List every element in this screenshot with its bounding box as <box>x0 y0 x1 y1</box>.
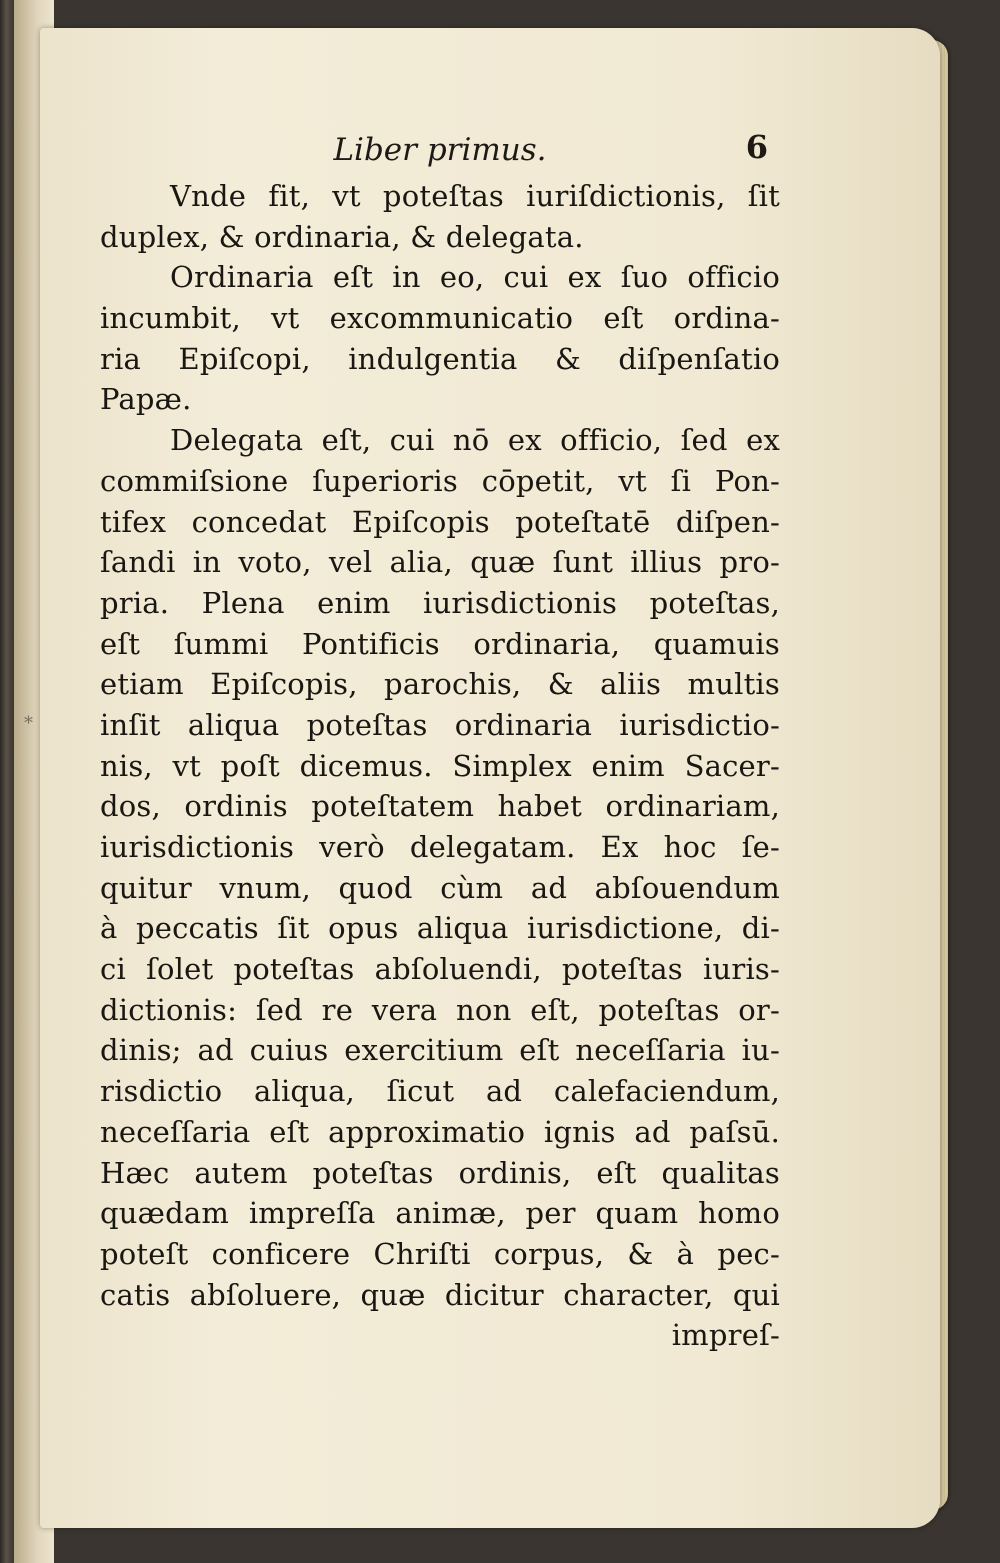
book-binding <box>0 0 14 1563</box>
text-line: iurisdictionis verò delegatam. Ex hoc ſe- <box>100 830 780 864</box>
text-line: Delegata eſt, cui nō ex officio, ſed ex <box>170 423 780 458</box>
text-line: ria Epiſcopi, indulgentia & diſpenſatio <box>100 341 780 376</box>
text-line: commiſsione ſuperioris cōpetit, vt ſi Pon- <box>100 463 780 498</box>
text-line: quædam impreſſa animæ, per quam homo <box>100 1196 780 1231</box>
running-title: Liber primus. <box>333 132 547 168</box>
text-line: dos, ordinis poteſtatem habet ordinariam, <box>100 789 780 824</box>
text-line: Hæc autem poteſtas ordinis, eſt qualitas <box>100 1155 780 1190</box>
text-line: catis abſoluere, quæ dicitur character, qui <box>100 1277 780 1312</box>
text-line: tifex concedat Epiſcopis poteſtatē diſpen- <box>100 504 780 539</box>
text-line: eſt ſummi Pontificis ordinaria, quamuis <box>100 626 780 661</box>
text-line: duplex, & ordinaria, & delegata. <box>100 219 584 254</box>
text-line: incumbit, vt excommunicatio eſt ordina- <box>100 301 780 336</box>
text-line: ſandi in voto, vel alia, quæ ſunt illius pro- <box>100 545 780 580</box>
page-number: 6 <box>745 128 768 166</box>
text-line: pria. Plena enim iurisdictionis poteſtas, <box>100 585 780 620</box>
text-line: nis, vt poſt dicemus. Simplex enim Sacer- <box>100 748 780 783</box>
page-header <box>100 128 780 180</box>
text-line: risdictio aliqua, ſicut ad calefaciendum, <box>100 1074 780 1109</box>
catchword: impreſ- <box>671 1318 780 1353</box>
text-line: dinis; ad cuius exercitium eſt neceſſaria iu- <box>100 1033 780 1068</box>
text-line: ci ſolet poteſtas abſoluendi, poteſtas iuris- <box>100 952 780 987</box>
text-line: Ordinaria eſt in eo, cui ex ſuo officio <box>170 260 780 295</box>
text-line: poteſt conficere Chriſti corpus, & à pec- <box>100 1236 780 1271</box>
text-line: dictionis: ſed re vera non eſt, poteſtas or- <box>100 992 780 1027</box>
margin-mark: * <box>24 713 33 734</box>
text-line: quitur vnum, quod cùm ad abſouendum <box>100 870 780 905</box>
body-text <box>100 176 780 1356</box>
text-line: etiam Epiſcopis, parochis, & aliis multis <box>100 667 780 702</box>
text-line: Papæ. <box>100 382 192 417</box>
text-line: inſit aliqua poteſtas ordinaria iurisdictio- <box>100 707 780 742</box>
text-line: Vnde fit, vt poteſtas iuriſdictionis, ſit <box>170 179 780 213</box>
text-line: neceſſaria eſt approximatio ignis ad paſsū. <box>100 1114 780 1149</box>
text-line: à peccatis ſit opus aliqua iurisdictione, di- <box>100 911 780 946</box>
